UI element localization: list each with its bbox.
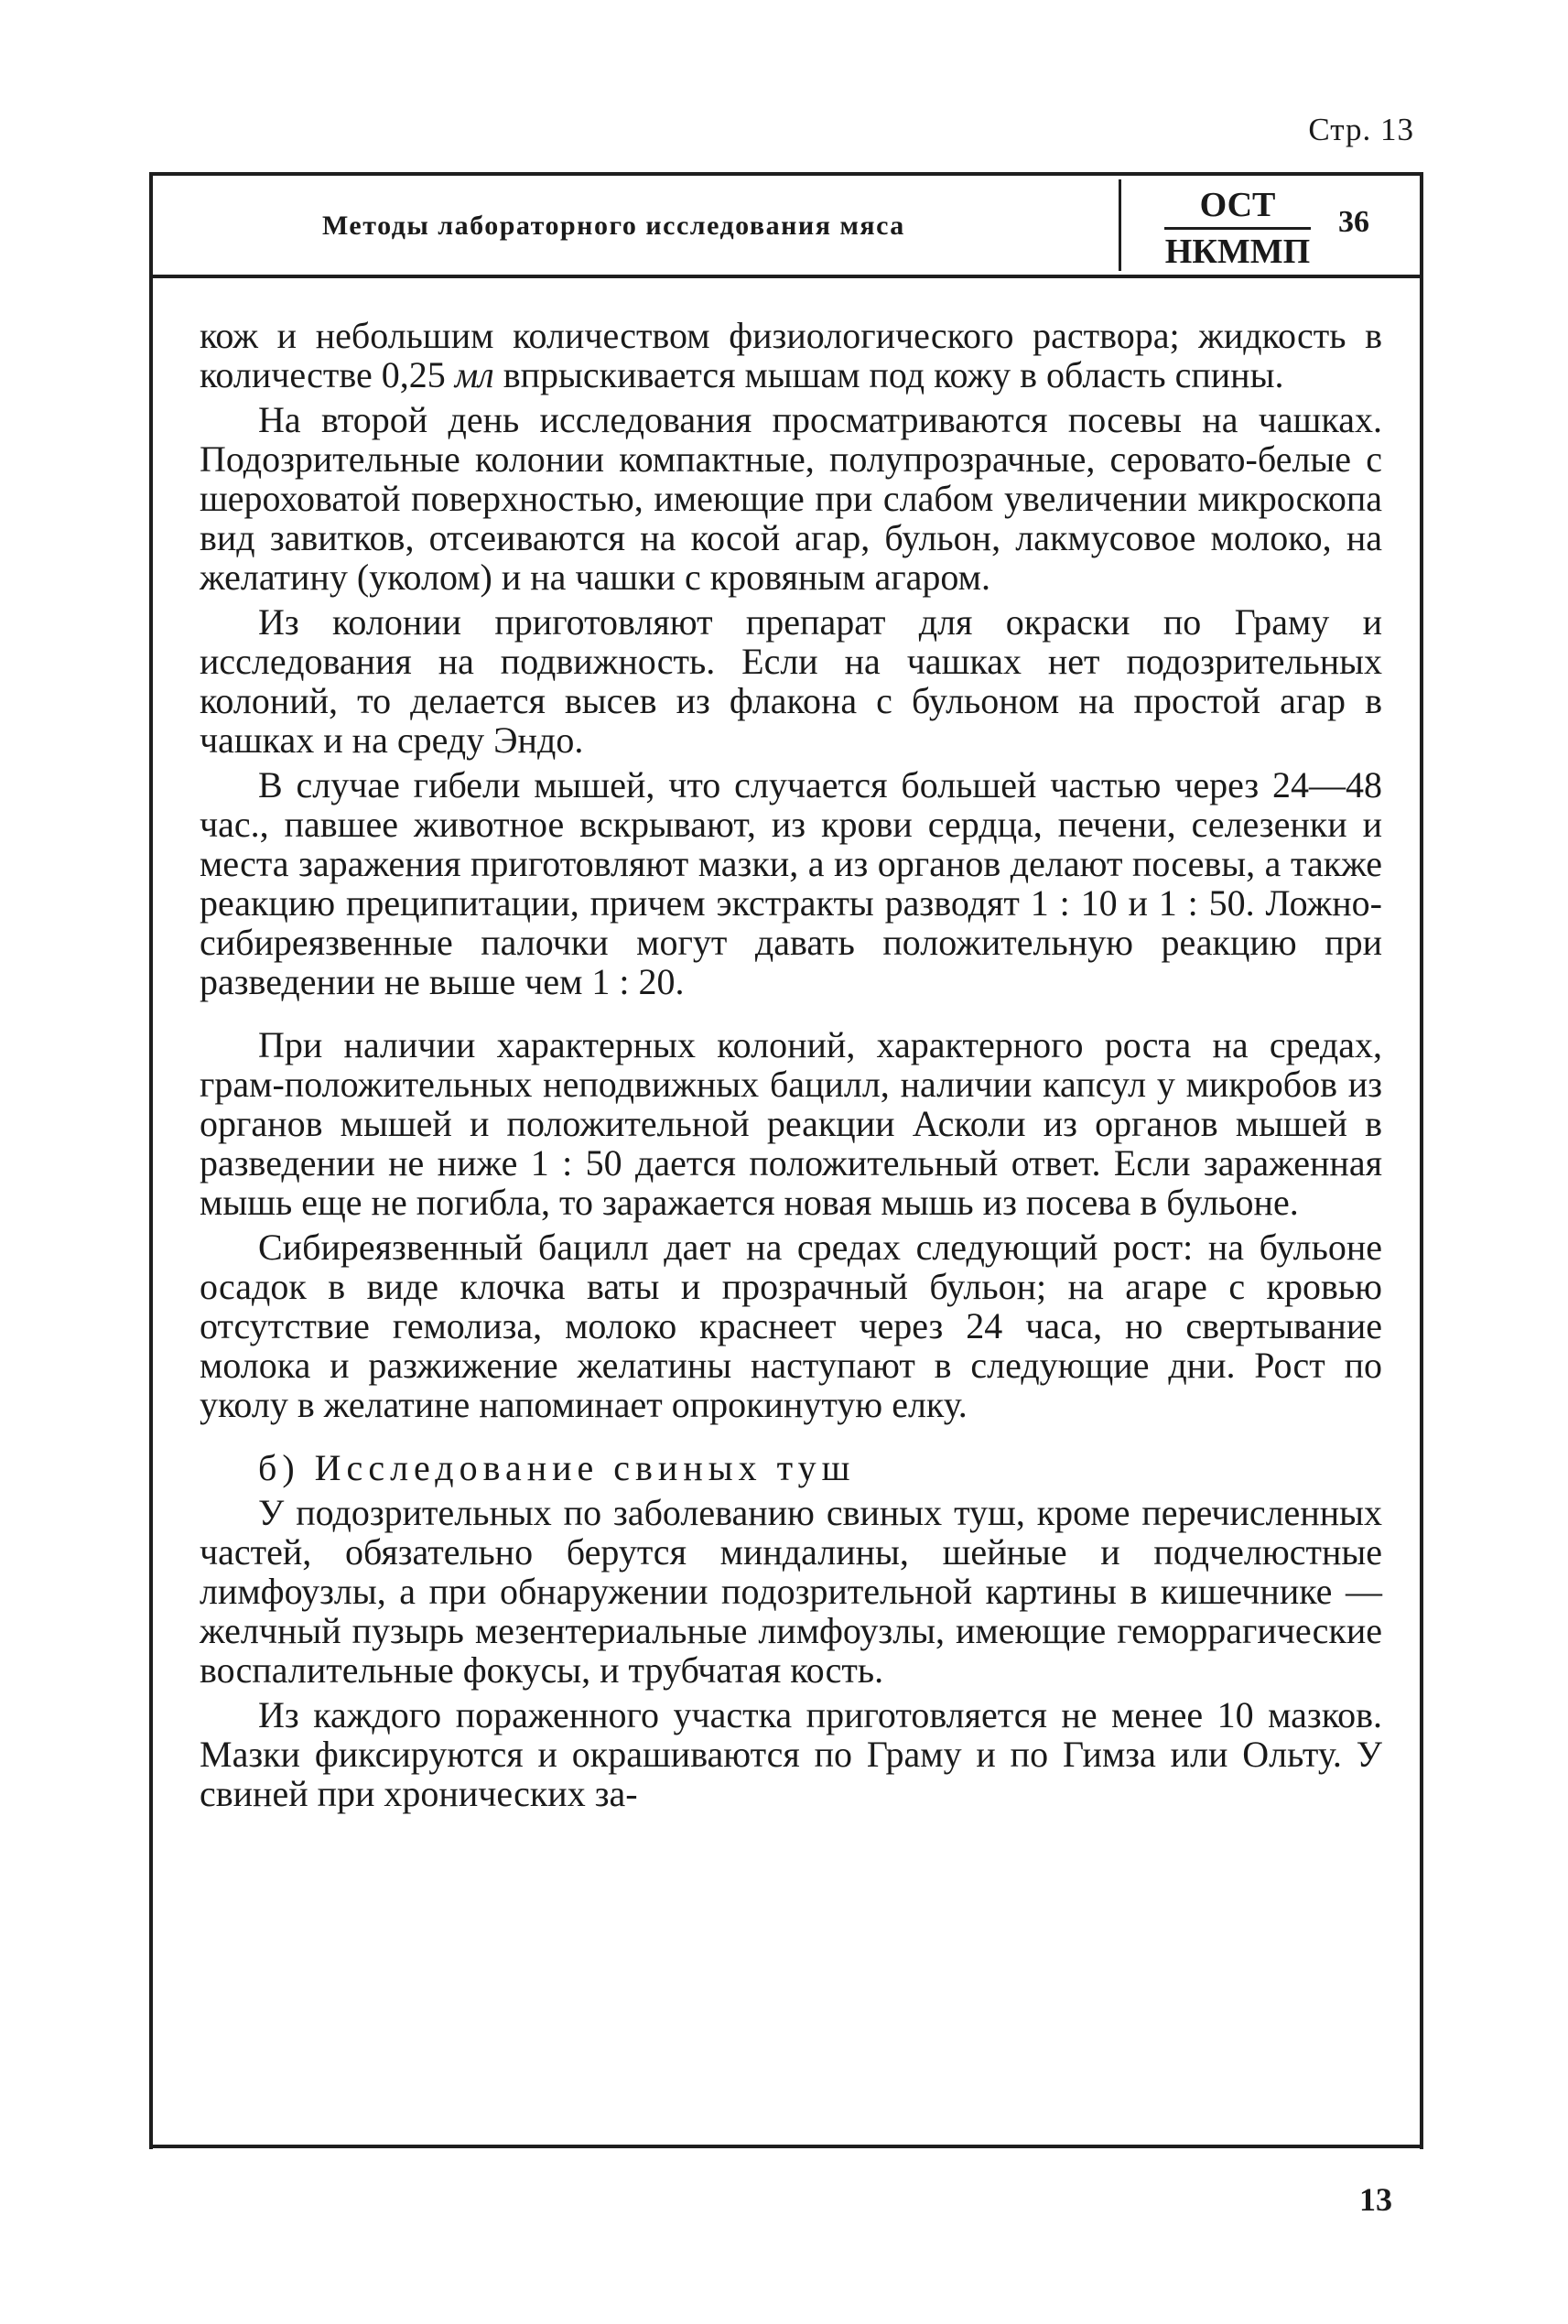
paragraph-7: У подозрительных по заболеванию свиных туш, кроме перечисленных частей, обязательно берутся миндалины, шейные и подчелюстные лимфоузлы, а при обнаружении подозрительной картины в кишечнике — желчный пузырь мезентериальные лимфоузлы, имеющие геморрагические воспалительные фокусы, и трубчатая кость. xyxy=(200,1492,1382,1691)
paragraph-5: При наличии характерных колоний, характерного роста на средах, грам-положительных неподвижных бацилл, наличии капсул у микробов из органов мышей и положительной реакции Асколи из органов мышей в разведении не ниже 1 : 50 дается положительный ответ. Если зараженная мышь еще не погибла, то заражается новая мышь из посева в бульоне. xyxy=(200,1024,1382,1223)
paragraph-3: Из колонии приготовляют препарат для окраски по Граму и исследования на подвижность. Если на чашках нет подозрительных колоний, то делается высев из флакона с бульоном на простой агар в чашках и на среду Эндо. xyxy=(200,601,1382,761)
paragraph-1-end: впрыскивается мышам под кожу в область спины. xyxy=(493,354,1284,395)
page-label-top: Стр. 13 xyxy=(1308,112,1414,147)
paragraph-1 xyxy=(200,316,1382,395)
paragraph-6: Сибиреязвенный бацилл дает на средах следующий рост: на бульоне осадок в виде клочка ваты и прозрачный бульон; на агаре с кровью отсутствие гемолиза, молоко краснеет через 24 часа, но свертывание молока и разжижение желатины наступают в следующие дни. Рост по уколу в желатине напоминает опрокинутую елку. xyxy=(200,1227,1382,1425)
paragraph-1-start: кож и небольшим количеством физиологического раствора; жидкость в количестве 0,25 xyxy=(200,315,1382,395)
header-rule xyxy=(153,275,1420,278)
header-divider xyxy=(1119,179,1121,271)
standard-code-bottom: НКММП xyxy=(1164,232,1311,271)
standard-number: 36 xyxy=(1338,205,1369,239)
paragraph-8: Из каждого пораженного участка приготовляется не менее 10 мазков. Мазки фиксируются и окрашиваются по Граму и по Гимза или Ольту. У свиней при хронических за- xyxy=(200,1694,1382,1814)
header-title: Методы лабораторного исследования мяса xyxy=(322,211,905,241)
standard-code xyxy=(1146,185,1329,272)
paragraph-4: В случае гибели мышей, что случается большей частью через 24—48 час., павшее животное вскрывают, из крови сердца, печени, селезенки и места заражения приготовляют мазки, а из органов делают посевы, а также реакцию преципитации, причем экстракты разводят 1 : 10 и 1 : 50. Ложно-сибиреязвенные палочки могут давать положительную реакцию при разведении не выше чем 1 : 20. xyxy=(200,764,1382,1002)
subsection-title: б) Исследование свиных туш xyxy=(258,1447,856,1488)
body-text xyxy=(200,316,1382,1819)
paragraph-2: На второй день исследования просматриваются посевы на чашках. Подозрительные колонии компактные, полупрозрачные, серовато-белые с шероховатой поверхностью, имеющие при слабом увеличении микроскопа вид завитков, отсеиваются на косой агар, бульон, лакмусовое молоко, на желатину (уколом) и на чашки с кровяным агаром. xyxy=(200,399,1382,598)
paragraph-1-unit: мл xyxy=(454,354,494,395)
bottom-rule xyxy=(149,2145,1423,2148)
standard-code-top: ОСТ xyxy=(1164,185,1311,230)
document-header xyxy=(153,176,1420,278)
page-number-bottom: 13 xyxy=(1359,2181,1392,2218)
